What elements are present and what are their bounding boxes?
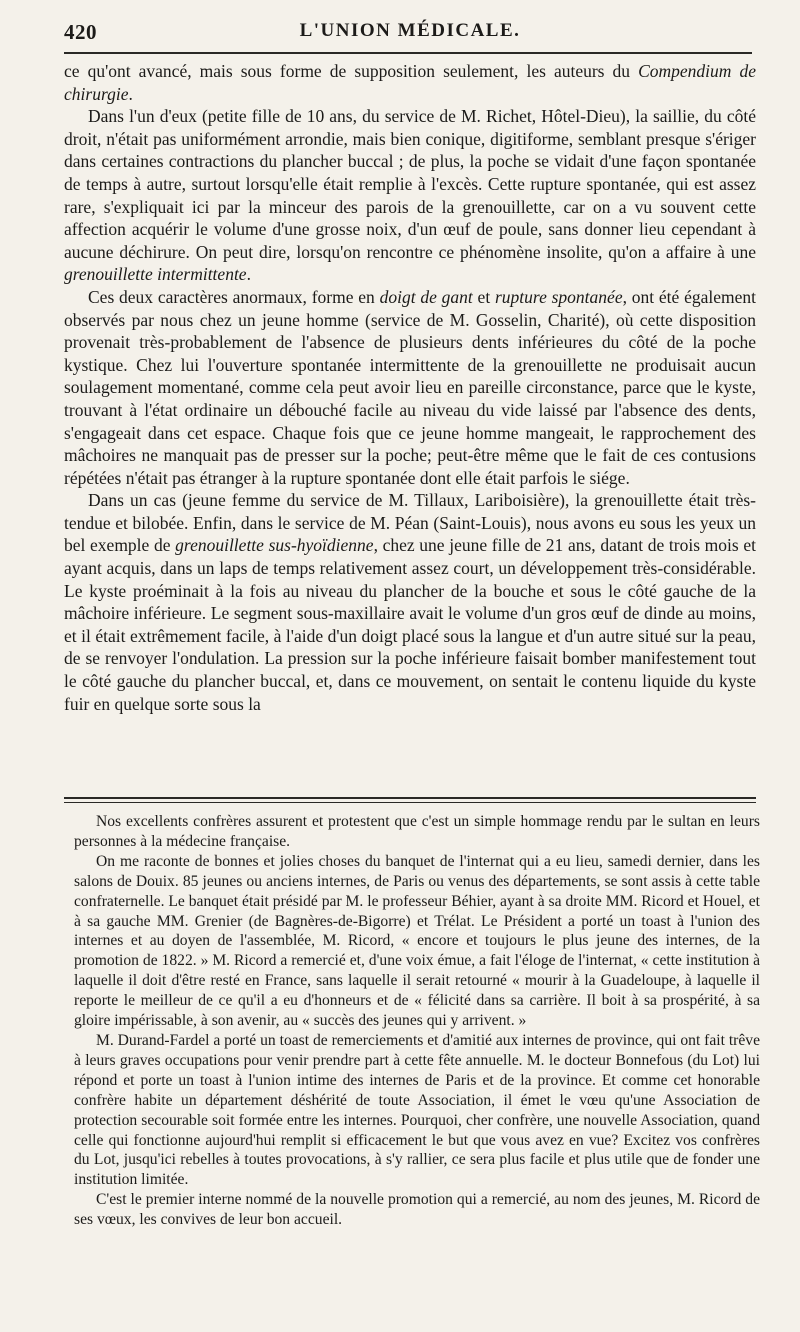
note-paragraph-2: On me raconte de bonnes et jolies choses du banquet de l'internat qui a eu lieu, samedi dernier, dans les salons de Douix. 85 jeunes ou anciens internes, de Paris ou venus des départements, se sont assis à cette table confraternelle. Le banquet était présidé par M. le professeur Béhier, ayant à sa droite MM. Ricord et Houel, et à sa gauche MM. Grenier (de Bagnères-de-Bigorre) et Trélat. Le Président a porté un toast à l'union des internes et au doyen de l'assemblée, M. Ricord, « encore et toujours le plus jeune des internes, de la promotion de 1822. » M. Ricord a remercié et, d'une voix émue, a fait l'éloge de l'internat, « cette institution à laquelle il doit d'être resté en France, sans laquelle il serait retourné « mourir à la Guadeloupe, à laquelle il reporte le meilleur de ce qu'il a eu d'honneurs et de « félicité dans sa carrière. Il boit à sa prospérité, à sa gloire impérissable, à son avenir, au « succès des jeunes qui y arrivent. » <box>74 852 760 1030</box>
note-paragraph-4: C'est le premier interne nommé de la nouvelle promotion qui a remercié, au nom des jeunes, M. Ricord de ses vœux, les convives de leur bon accueil. <box>74 1191 760 1229</box>
running-title: L'UNION MÉDICALE. <box>299 20 521 41</box>
feuilleton-notes <box>74 812 760 1230</box>
paragraph-1: ce qu'ont avancé, mais sous forme de supposition seulement, les auteurs du Compendium de chirurgie. <box>64 61 756 104</box>
page-number: 420 <box>64 20 97 44</box>
paragraph-2: Dans l'un d'eux (petite fille de 10 ans, du service de M. Richet, Hôtel-Dieu), la saillie, du côté droit, n'était pas uniformément arrondie, mais bien conique, digitiforme, semblant presque s'ériger dans certaines contractions du plancher buccal ; de plus, la poche se vidait d'une façon spontanée de temps à autre, surtout lorsqu'elle était remplie à l'excès. Cette rupture spontanée, qui est assez rare, s'expliquait ici par la minceur des parois de la grenouillette, car on a vu souvent cette affection acquérir le volume d'une grosse noix, d'un œuf de poule, sans donner lieu cependant à aucune déchirure. On peut dire, lorsqu'on rencontre ce phénomène insolite, qu'on a affaire à une grenouillette intermittente. <box>64 106 756 285</box>
page-header <box>64 20 756 50</box>
header-rule <box>64 52 752 54</box>
main-text <box>64 60 756 715</box>
paragraph-4: Dans un cas (jeune femme du service de M. Tillaux, Lariboisière), la grenouillette était très-tendue et bilobée. Enfin, dans le service de M. Péan (Saint-Louis), nous avons eu sous les yeux un bel exemple de grenouillette sus-hyoïdienne, chez une jeune fille de 21 ans, datant de trois mois et ayant acquis, dans un laps de temps relativement assez court, un développement très-considérable. Le kyste proéminait à la fois au niveau du plancher de la bouche et sous le côté gauche de la mâchoire inférieure. Le segment sous-maxillaire avait le volume d'un gros œuf de dinde au moins, et il était extrêmement facile, à l'aide d'un doigt placé sous la langue et d'un autre situé sur la peau, de se renvoyer l'ondulation. La pression sur la poche inférieure faisait bomber manifestement tout le côté gauche du plancher buccal, et, dans ce mouvement, on sentait le contenu liquide du kyste fuir en quelque sorte sous la <box>64 490 756 714</box>
note-paragraph-3: M. Durand-Fardel a porté un toast de remerciements et d'amitié aux internes de province, qui ont fait trêve à leurs graves occupations pour venir prendre part à cette fête annuelle. M. le docteur Bonnefous (du Lot) lui répond et porte un toast à l'union intime des internes de Paris et de la province. Et comme cet honorable confrère habite un département déshérité de toute Association, il émet le vœu qu'une Association de protection secourable soit formée entre les internes. Pourquoi, cher confrère, une nouvelle Association, quand celle qui fonctionne aujourd'hui remplit si efficacement le but que vous avez en vue? Excitez vos confrères du Lot, jusqu'ici rebelles à toutes provocations, à s'y rallier, ce sera plus facile et plus utile que de fonder une institution limitée. <box>74 1031 761 1189</box>
paragraph-3: Ces deux caractères anormaux, forme en doigt de gant et rupture spontanée, ont été également observés par nous chez un jeune homme (service de M. Gosselin, Charité), où cette disposition provenait très-probablement de l'absence de plusieurs dents inférieures du côté de la poche kystique. Chez lui l'ouverture spontanée intermittente de la grenouillette ne produisait aucun soulagement momentané, comme cela peut avoir lieu en pareille circonstance, parce que le kyste, trouvant à l'état ordinaire un débouché facile au niveau du vide laissé par l'absence des dents, s'engageait dans cet espace. Chaque fois que ce jeune homme mangeait, le rapprochement des mâchoires ne manquait pas de presser sur la poche; peut-être même que le fait de ces contusions répétées n'était pas étranger à la rupture spontanée dont elle était parfois le siége. <box>64 286 756 488</box>
note-paragraph-1: Nos excellents confrères assurent et protestent que c'est un simple hommage rendu par le sultan en leurs personnes à la médecine française. <box>74 813 760 850</box>
section-divider <box>64 797 756 803</box>
